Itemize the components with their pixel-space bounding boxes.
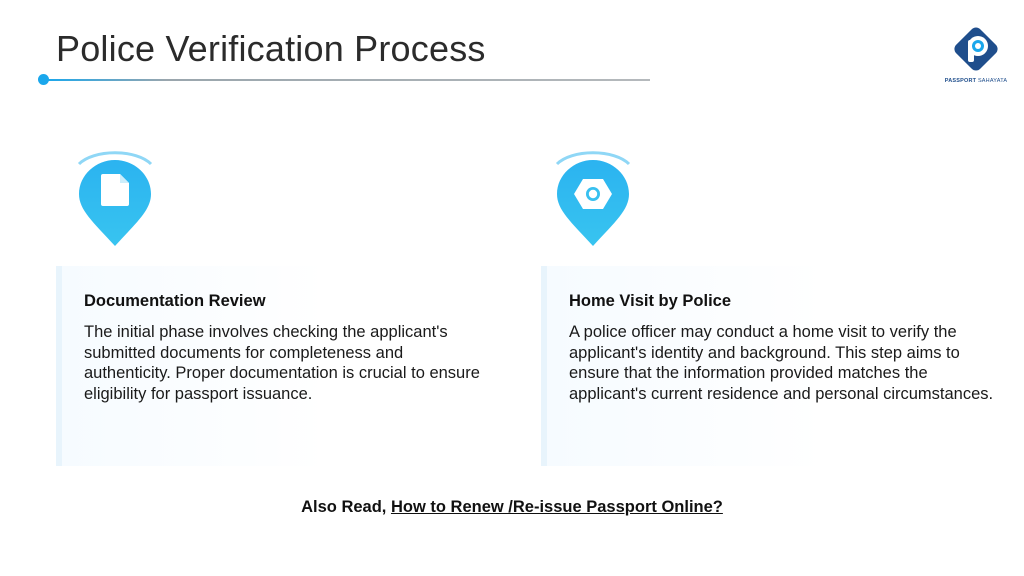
renew-passport-link[interactable]: How to Renew /Re-issue Passport Online? [390,498,723,516]
also-read-prefix: Also Read, [301,498,391,516]
title-underline-line [46,79,650,81]
title-underline [38,74,650,86]
home-visit-pin-marker [553,148,633,250]
document-icon [101,174,129,206]
card-heading: Home Visit by Police [569,292,732,310]
card-body: A police officer may conduct a home visit to verify the applicant's identity and background. This step aims to ensure that the information provided matches the applicant's current residence and personal circumstances. [569,323,994,403]
passport-sahayata-logo-icon [949,22,1003,76]
logo-wordmark: PASSPORT SAHAYATA [944,78,1008,84]
card-heading: Documentation Review [84,292,266,310]
home-visit-card [541,266,1007,466]
document-pin-marker [75,148,155,250]
page-title: Police Verification Process [56,28,486,69]
card-body: The initial phase involves checking the applicant's submitted documents for completeness and authenticity. Proper documentation is crucial to ensure eligibility for passport issuance. [84,323,480,403]
brand-logo [940,22,1012,94]
also-read-line [0,498,1024,517]
documentation-review-card [56,266,502,466]
